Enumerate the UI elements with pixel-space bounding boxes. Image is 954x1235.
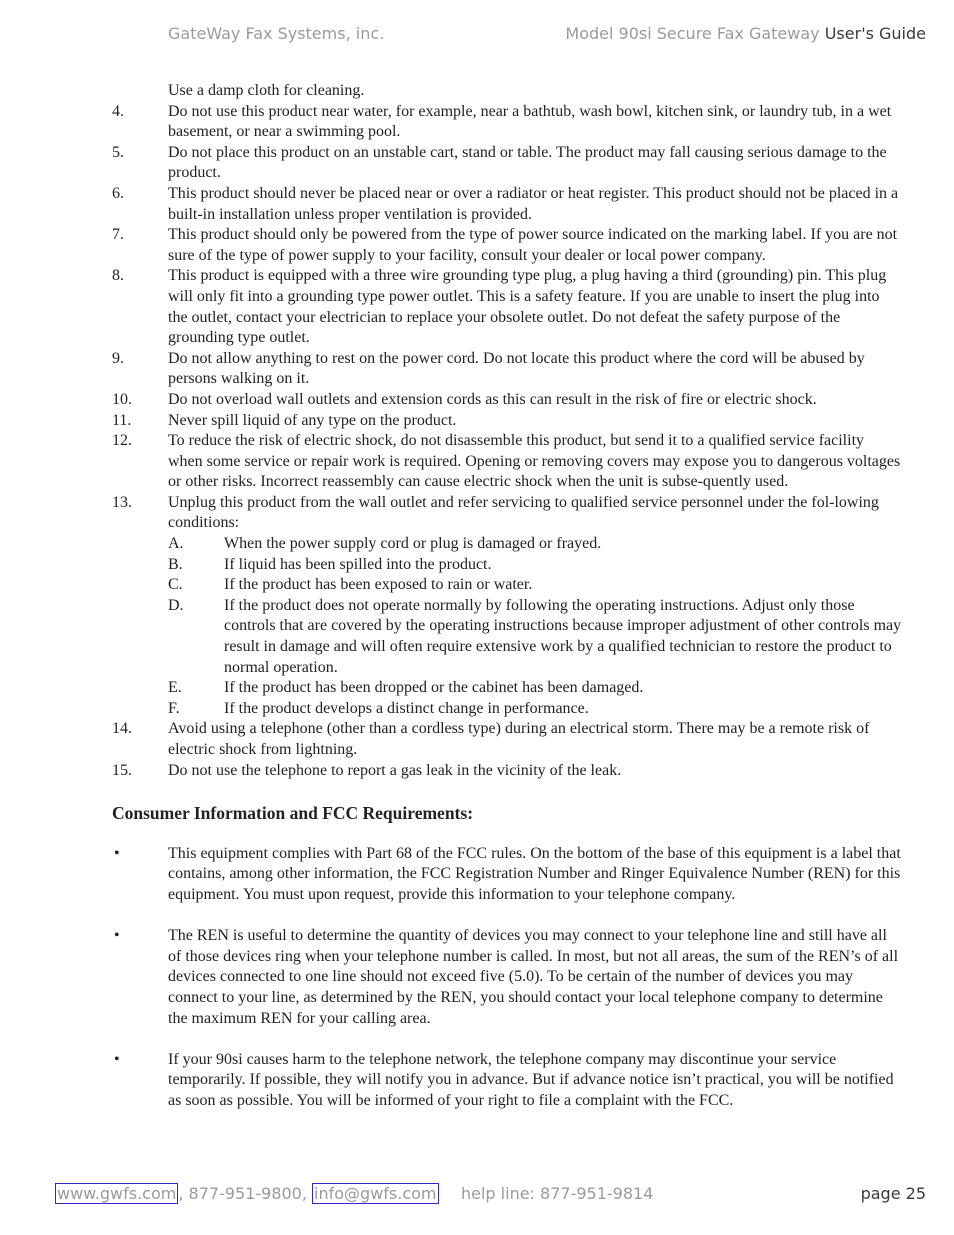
footer-helpline: help line: 877-951-9814: [461, 1184, 654, 1203]
page-body: [112, 81, 902, 1132]
bullet-icon: •: [114, 1050, 120, 1068]
continuation-text: Use a damp cloth for cleaning.: [168, 82, 365, 99]
list-item: 4. Do not use this product near water, for example, near a bathtub, wash bowl, kitchen sink, or laundry tub, in a wet basement, or near a swimming pool.: [112, 102, 892, 141]
list-item: 7. This product should only be powered from the type of power source indicated on the marking label. If you are not sure of the type of power supply to your facility, consult your dealer or local power company.: [112, 226, 898, 264]
footer-phone: , 877-951-9800,: [178, 1184, 313, 1203]
list-item: 15. Do not use the telephone to report a gas leak in the vicinity of the leak.: [112, 761, 622, 779]
footer-contact: [55, 1184, 439, 1203]
list-item: 14. Avoid using a telephone (other than a cordless type) during an electrical storm. There may be a remote risk of electric shock from lightning.: [112, 720, 870, 758]
sub-list-item: C. If the product has been exposed to rain or water.: [168, 576, 533, 594]
sub-list-item: D. If the product does not operate normally by following the operating instructions. Adjust only those controls that are covered by the operating instructions because improper adjustment of other controls may result in damage and will often require extensive work by a qualified technician to restore the product to normal operation.: [168, 596, 902, 676]
list-item: 5. Do not place this product on an unstable cart, stand or table. The product may fall causing serious damage to the product.: [112, 143, 887, 182]
list-item: 10. Do not overload wall outlets and extension cords as this can result in the risk of fire or electric shock.: [112, 390, 817, 408]
page-number: page 25: [860, 1184, 926, 1203]
sub-list-item: E. If the product has been dropped or the cabinet has been damaged.: [168, 679, 644, 697]
list-item: 12. To reduce the risk of electric shock, do not disassemble this product, but send it to a qualified service facility when some service or repair work is required. Opening or removing covers may expose you to dangerous voltages or other risks. Incorrect reassembly can cause electric shock when the unit is subse-quently used.: [112, 432, 901, 491]
header-company: GateWay Fax Systems, inc.: [168, 24, 385, 43]
website-link[interactable]: www.gwfs.com: [57, 1184, 177, 1203]
list-item: 11. Never spill liquid of any type on the product.: [112, 411, 457, 429]
bullet-icon: •: [114, 844, 120, 862]
bullet-item: • If your 90si causes harm to the telephone network, the telephone company may discontinue your service temporarily. If possible, they will notify you in advance. But if advance notice isn’t practical, you will be notified as soon as possible. You will be informed of your right to file a complaint with the FCC.: [112, 1050, 902, 1112]
header-model: Model 90si Secure Fax Gateway: [565, 24, 820, 43]
header-title: [565, 24, 926, 43]
list-item: 9. Do not allow anything to rest on the power cord. Do not locate this product where the cord will be abused by persons walking on it.: [112, 349, 865, 388]
section-title: Consumer Information and FCC Requirements:: [112, 803, 474, 824]
sub-list-item: F. If the product develops a distinct change in performance.: [168, 699, 589, 717]
list-item: 8. This product is equipped with a three wire grounding type plug, a plug having a third (grounding) pin. This plug will only fit into a grounding type power outlet. This is a safety feature. If you are unable to insert the plug into the outlet, contact your electrician to replace your obsolete outlet. Do not defeat the safety purpose of the grounding type outlet.: [112, 267, 887, 347]
sub-list-item: A. When the power supply cord or plug is damaged or frayed.: [168, 535, 602, 553]
bullet-icon: •: [114, 927, 120, 945]
list-item: 6. This product should never be placed near or over a radiator or heat register. This product should not be placed in a built-in installation unless proper ventilation is provided.: [112, 184, 899, 223]
header-guide: User's Guide: [824, 24, 926, 43]
list-item: 13. Unplug this product from the wall outlet and refer servicing to qualified service personnel under the fol-lowing conditions:: [112, 493, 879, 532]
bullet-item: • This equipment complies with Part 68 of the FCC rules. On the bottom of the base of this equipment is a label that contains, among other information, the FCC Registration Number and Ringer Equivalence Number (REN) for this equipment. You must upon request, provide this information to your telephone company.: [112, 844, 902, 906]
bullet-item: • The REN is useful to determine the quantity of devices you may connect to your telephone line and still have all of those devices ring when your telephone number is called. In most, but not all areas, the sum of the REN’s of all devices connected to one line should not exceed five (5.0). To be certain of the number of devices you may connect to your line, as determined by the REN, you should contact your local telephone company to determine the maximum REN for your calling area.: [112, 926, 902, 1029]
sub-list-item: B. If liquid has been spilled into the product.: [168, 555, 492, 573]
email-link[interactable]: info@gwfs.com: [314, 1184, 437, 1203]
